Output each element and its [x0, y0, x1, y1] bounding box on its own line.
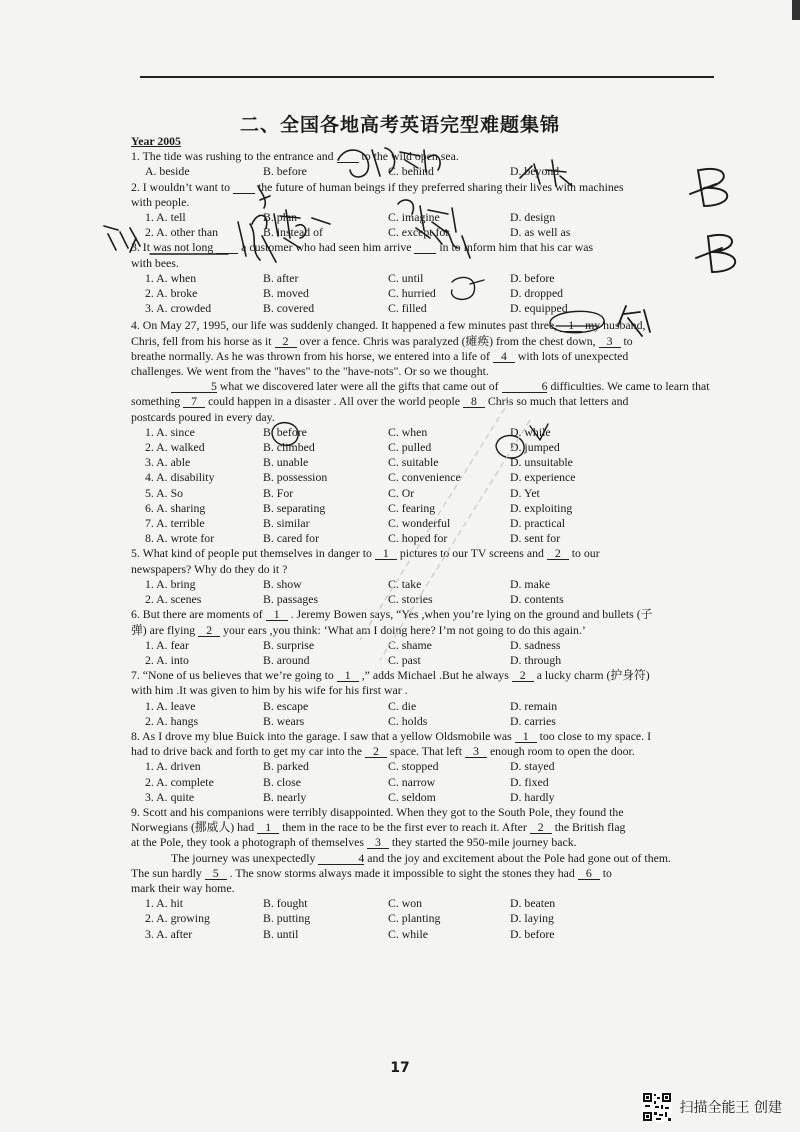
option-row — [131, 699, 721, 714]
answer-blank: 1 — [266, 608, 288, 621]
option: B. close — [263, 774, 302, 789]
text-segment: newspapers? Why do they do it ? — [131, 561, 288, 576]
option: C. hoped for — [388, 531, 448, 546]
option: D. Yet — [510, 485, 540, 500]
option: B. plan — [263, 210, 298, 225]
option: D. beaten — [510, 896, 556, 911]
option-row — [131, 531, 721, 546]
option: D. through — [510, 652, 562, 667]
text-segment: at the Pole, they took a photograph of themselves — [131, 835, 364, 850]
option: 1. A. tell — [145, 210, 186, 225]
answer-blank: 4 — [493, 350, 515, 363]
answer-blank: 2 — [512, 669, 534, 682]
text-segment: . The snow storms always made it impossible to sight the stones they had — [229, 865, 575, 880]
option: 1. A. when — [145, 270, 197, 285]
text-segment: with people. — [131, 194, 190, 209]
answer-blank: 4 — [318, 852, 364, 865]
option: C. take — [388, 576, 422, 591]
text-segment: The journey was unexpectedly — [171, 850, 316, 865]
option: C. Or — [388, 485, 415, 500]
option-row — [131, 516, 721, 531]
text-line — [131, 729, 721, 744]
answer-blank: 2 — [198, 624, 220, 637]
text-segment: The sun hardly — [131, 865, 202, 880]
option: C. holds — [388, 713, 428, 728]
option: B. surprise — [263, 637, 315, 652]
option: 6. A. sharing — [145, 500, 206, 515]
text-segment: 1. The tide was rushing to the entrance and — [131, 149, 334, 164]
option: 7. A. terrible — [145, 516, 205, 531]
text-segment: the future of human beings if they preferred sharing their lives with machines — [257, 179, 624, 194]
text-segment: 8. As I drove my blue Buick into the garage. I saw that a yellow Oldsmobile was — [131, 728, 512, 743]
option-row — [131, 440, 721, 455]
scan-edge-mark — [792, 0, 800, 20]
text-segment: them in the race to be the first ever to reach it. After — [282, 820, 527, 835]
text-segment: could happen in a disaster . All over the world people — [208, 394, 460, 409]
option: 1. A. leave — [145, 698, 196, 713]
text-segment: 3. It was not long — [131, 240, 214, 255]
option-row — [131, 714, 721, 729]
section-heading — [131, 134, 721, 149]
option: B. possession — [263, 470, 328, 485]
option: B. escape — [263, 698, 309, 713]
text-segment: 4. On May 27, 1995, our life was suddenly changed. It happened a few minutes past three, — [131, 318, 558, 333]
option: C. stories — [388, 592, 433, 607]
option: D. laying — [510, 911, 554, 926]
option: B. moved — [263, 286, 309, 301]
option-row — [131, 455, 721, 470]
text-segment: what we discovered later were all the gifts that came out of — [219, 379, 499, 394]
option: C. seldom — [388, 789, 436, 804]
answer-blank: 7 — [183, 395, 205, 408]
text-line — [131, 881, 721, 896]
text-line — [131, 410, 721, 425]
option: 3. A. after — [145, 926, 193, 941]
text-segment: to — [602, 865, 612, 880]
option: D. sent for — [510, 531, 561, 546]
text-segment: breathe normally. As he was thrown from his horse, we entered into a life of — [131, 348, 490, 363]
option: C. until — [388, 270, 424, 285]
text-line — [131, 195, 721, 210]
text-line — [131, 805, 721, 820]
text-segment: over a fence. Chris was paralyzed (瘫痪) from the chest down, — [299, 333, 596, 348]
text-segment: enough room to open the door. — [489, 744, 635, 759]
option: 2. A. walked — [145, 440, 205, 455]
answer-blank — [216, 241, 238, 254]
answer-blank: 1 — [560, 319, 582, 332]
option-row — [131, 286, 721, 301]
text-segment: Year 2005 — [131, 134, 181, 148]
text-segment: in to inform him that his car was — [439, 240, 594, 255]
option: 1. A. fear — [145, 637, 189, 652]
answer-blank: 6 — [502, 380, 548, 393]
option-row — [131, 653, 721, 668]
option-row — [131, 896, 721, 911]
option: D. hardly — [510, 789, 555, 804]
option: D. carries — [510, 713, 556, 728]
text-line — [131, 334, 721, 349]
option-row — [131, 470, 721, 485]
option: B. after — [263, 270, 299, 285]
text-segment: pictures to our TV screens and — [399, 546, 544, 561]
page-number: 17 — [390, 1060, 410, 1076]
answer-blank: 1 — [257, 821, 279, 834]
answer-blank: 3 — [599, 335, 621, 348]
text-line — [131, 546, 721, 561]
answer-blank: 6 — [578, 867, 600, 880]
option: D. unsuitable — [510, 455, 573, 470]
option-row — [131, 225, 721, 240]
option-row — [131, 486, 721, 501]
option: 1. A. since — [145, 424, 195, 439]
text-line — [131, 623, 721, 638]
option: 8. A. wrote for — [145, 531, 215, 546]
option: D. while — [510, 424, 551, 439]
option: D. experience — [510, 470, 576, 485]
answer-blank: 3 — [367, 836, 389, 849]
text-segment: with bees. — [131, 255, 179, 270]
option: D. stayed — [510, 759, 555, 774]
text-segment: to our — [571, 546, 600, 561]
option: B. covered — [263, 301, 315, 316]
option: D. equipped — [510, 301, 568, 316]
text-line — [131, 364, 721, 379]
option: C. hurried — [388, 286, 436, 301]
answer-blank: 3 — [465, 745, 487, 758]
option: D. dropped — [510, 286, 564, 301]
text-line — [131, 866, 721, 881]
text-segment: to the wild open sea. — [361, 149, 459, 164]
text-line — [131, 668, 721, 683]
option: B. parked — [263, 759, 309, 774]
option: B. nearly — [263, 789, 307, 804]
text-segment: Chris so much that letters and — [487, 394, 629, 409]
option: C. suitable — [388, 455, 439, 470]
option: 3. A. quite — [145, 789, 195, 804]
text-segment: space. That left — [389, 744, 463, 759]
text-segment: ,” adds Michael .But he always — [361, 668, 509, 683]
option: C. past — [388, 652, 421, 667]
text-segment: they started the 950-mile journey back. — [391, 835, 577, 850]
option: D. practical — [510, 516, 566, 531]
option: A. beside — [145, 164, 190, 179]
text-segment: too close to my space. I — [539, 728, 651, 743]
option: B. show — [263, 576, 302, 591]
text-line — [131, 349, 721, 364]
qr-code-icon — [642, 1092, 672, 1122]
option: D. fixed — [510, 774, 549, 789]
text-segment: 弹) are flying — [131, 622, 196, 637]
option: 2. A. into — [145, 652, 189, 667]
text-line — [131, 149, 721, 164]
option: C. shame — [388, 637, 432, 652]
option: B. For — [263, 485, 294, 500]
option-row — [131, 638, 721, 653]
option: C. die — [388, 698, 417, 713]
option: C. fearing — [388, 500, 436, 515]
option: C. narrow — [388, 774, 436, 789]
scanner-watermark — [642, 1092, 782, 1122]
text-line — [131, 851, 721, 866]
option: B. around — [263, 652, 310, 667]
option: B. until — [263, 926, 299, 941]
text-segment: a customer who had seen him arrive — [241, 240, 412, 255]
text-segment: 6. But there are moments of — [131, 607, 263, 622]
option: D. make — [510, 576, 550, 591]
option-row — [131, 271, 721, 286]
text-line — [131, 318, 721, 333]
option: D. exploiting — [510, 500, 573, 515]
text-segment: my husband, — [585, 318, 646, 333]
option: B. cared for — [263, 531, 320, 546]
text-line — [131, 394, 721, 409]
option: C. except for — [388, 225, 450, 240]
answer-blank: 5 — [171, 380, 217, 393]
answer-blank: 2 — [530, 821, 552, 834]
option: 2. A. complete — [145, 774, 214, 789]
option-row — [131, 790, 721, 805]
option: B. before — [263, 164, 307, 179]
watermark-text: 扫描全能王 创建 — [679, 1100, 782, 1116]
answer-blank — [233, 181, 255, 194]
text-segment: your ears ,you think: ‘What am I doing here? I’m not going to do this again.’ — [223, 622, 586, 637]
option: B. passages — [263, 592, 319, 607]
answer-blank — [337, 150, 359, 163]
option-row — [131, 577, 721, 592]
option: 2. A. broke — [145, 286, 198, 301]
option-row — [131, 927, 721, 942]
option: B. separating — [263, 500, 326, 515]
option: 1. A. bring — [145, 576, 196, 591]
option: 5. A. So — [145, 485, 184, 500]
option: B. wears — [263, 713, 305, 728]
text-segment: . Jeremy Bowen says, “Yes ,when you’re lying on the ground and bullets (子 — [290, 607, 653, 622]
option: C. convenience — [388, 470, 461, 485]
option-row — [131, 164, 721, 179]
text-line — [131, 835, 721, 850]
option-row — [131, 501, 721, 516]
answer-blank: 8 — [463, 395, 485, 408]
option: 2. A. scenes — [145, 592, 202, 607]
text-line — [131, 180, 721, 195]
option: C. pulled — [388, 440, 432, 455]
option: B. climbed — [263, 440, 315, 455]
text-segment: Norwegians (挪威人) had — [131, 820, 255, 835]
text-segment: difficulties. We came to learn that — [550, 379, 710, 394]
answer-blank: 2 — [275, 335, 297, 348]
option: B. putting — [263, 911, 311, 926]
option: D. sadness — [510, 637, 561, 652]
option: B. fought — [263, 896, 308, 911]
answer-blank: 2 — [547, 547, 569, 560]
text-line — [131, 683, 721, 698]
option-row — [131, 759, 721, 774]
text-segment: had to drive back and forth to get my car into the — [131, 744, 362, 759]
document-body — [131, 134, 721, 942]
text-segment: something — [131, 394, 181, 409]
option: 2. A. hangs — [145, 713, 199, 728]
option: 2. A. other than — [145, 225, 219, 240]
text-segment: challenges. We went from the "haves" to the "have-nots". Or so we thought. — [131, 364, 489, 379]
option: C. filled — [388, 301, 427, 316]
option: D. jumped — [510, 440, 560, 455]
option: D. design — [510, 210, 556, 225]
option: C. planting — [388, 911, 441, 926]
text-segment: with him .It was given to him by his wife for his first war . — [131, 683, 408, 698]
text-line — [131, 562, 721, 577]
text-line — [131, 820, 721, 835]
page-title: 二、全国各地高考英语完型难题集锦 — [239, 114, 560, 136]
option-row — [131, 425, 721, 440]
text-segment: 7. “None of us believes that we’re going to — [131, 668, 334, 683]
answer-blank — [414, 241, 436, 254]
option: C. while — [388, 926, 428, 941]
option-row — [131, 911, 721, 926]
option: D. remain — [510, 698, 558, 713]
option: C. when — [388, 424, 428, 439]
header-rule — [140, 76, 714, 78]
text-line — [131, 256, 721, 271]
text-segment: mark their way home. — [131, 880, 235, 895]
text-segment: 9. Scott and his companions were terribly disappointed. When they got to the South Pole, they found the — [131, 804, 624, 819]
text-segment: to — [623, 333, 633, 348]
text-line — [131, 607, 721, 622]
text-segment: a lucky charm (护身符) — [536, 668, 650, 683]
option: C. imagine — [388, 210, 440, 225]
answer-blank: 1 — [337, 669, 359, 682]
option: D. before — [510, 926, 555, 941]
option: C. behind — [388, 164, 434, 179]
option-row — [131, 210, 721, 225]
option: B. unable — [263, 455, 309, 470]
answer-blank: 2 — [365, 745, 387, 758]
text-line — [131, 240, 721, 255]
option: D. as well as — [510, 225, 571, 240]
option: D. beyond — [510, 164, 560, 179]
text-segment: the British flag — [554, 820, 626, 835]
option: 1. A. driven — [145, 759, 201, 774]
option: 4. A. disability — [145, 470, 215, 485]
option: D. before — [510, 270, 555, 285]
option: D. contents — [510, 592, 564, 607]
text-segment: 2. I wouldn’t want to — [131, 179, 231, 194]
answer-blank: 1 — [375, 547, 397, 560]
option: 3. A. crowded — [145, 301, 212, 316]
text-line — [131, 379, 721, 394]
text-segment: with lots of unexpected — [517, 348, 629, 363]
option-row — [131, 301, 721, 316]
option: C. stopped — [388, 759, 439, 774]
option: B. instead of — [263, 225, 323, 240]
option: 2. A. growing — [145, 911, 210, 926]
option: C. won — [388, 896, 423, 911]
option: 3. A. able — [145, 455, 191, 470]
option: C. wonderful — [388, 516, 451, 531]
text-segment: 5. What kind of people put themselves in danger to — [131, 546, 372, 561]
text-line — [131, 744, 721, 759]
option: 1. A. hit — [145, 896, 184, 911]
text-segment: postcards poured in every day. — [131, 409, 275, 424]
option: B. similar — [263, 516, 310, 531]
option-row — [131, 775, 721, 790]
answer-blank: 5 — [205, 867, 227, 880]
text-segment: Chris, fell from his horse as it — [131, 333, 272, 348]
option: B. before — [263, 424, 307, 439]
option-row — [131, 592, 721, 607]
text-segment: and the joy and excitement about the Pole had gone out of them. — [367, 850, 671, 865]
answer-blank: 1 — [515, 730, 537, 743]
